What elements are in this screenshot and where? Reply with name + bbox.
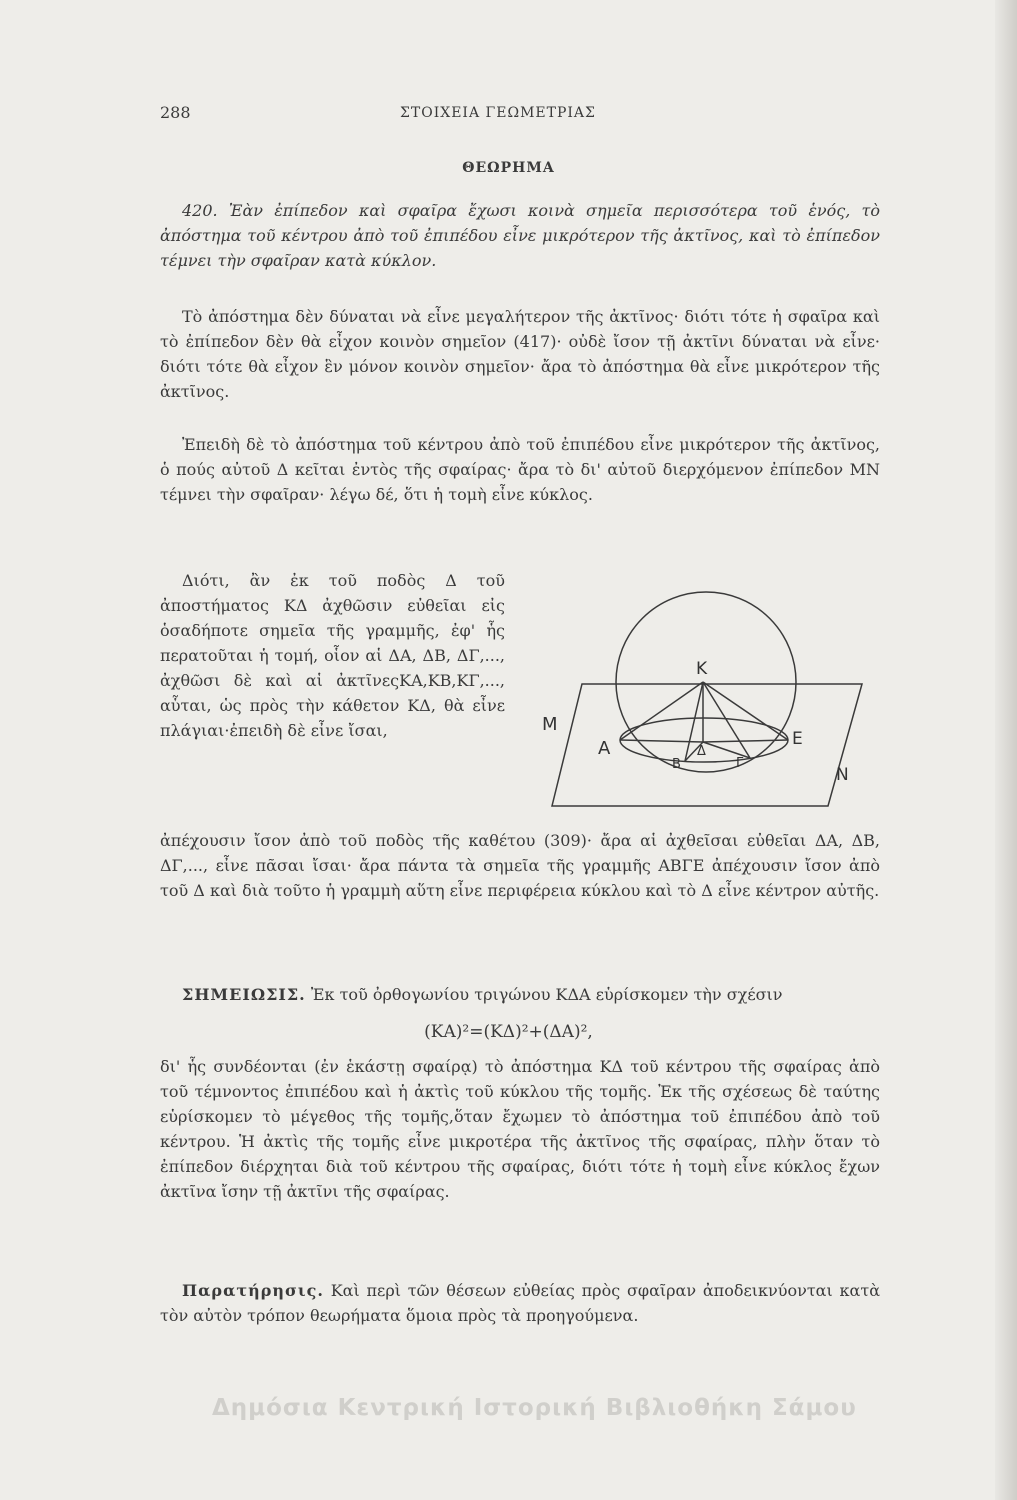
segment-de <box>703 740 788 742</box>
segment-da <box>620 740 703 742</box>
radius-ke <box>703 682 788 740</box>
label-a: Α <box>598 738 611 759</box>
proof-paragraph-1: Τὸ ἀπόστημα δὲν δύναται νὰ εἶνε μεγαλήτερον τῆς ἀκτῖνος· διότι τότε ἡ σφαῖρα καὶ τὸ ἐπίπεδον δὲν θὰ εἶχον κοινὸν σημεῖον (417)· οὐδὲ ἴσον τῇ ἀκτῖνι δύναται νὰ εἶνε· διότι τότε θὰ εἶχον ἓν μόνον κοινὸν σημεῖον· ἄρα τὸ ἀπόστημα θὰ εἶνε μικρότερον τῆς ἀκτῖνος. <box>160 307 880 401</box>
library-watermark: Δημόσια Κεντρική Ιστορική Βιβλιοθήκη Σάμου <box>212 1395 857 1421</box>
theorem-heading: ΘΕΩΡΗΜΑ <box>462 160 555 176</box>
label-g: Γ <box>736 756 744 771</box>
label-n: Ν <box>836 765 849 785</box>
page-number: 288 <box>160 103 191 122</box>
page-edge-shadow <box>995 0 1017 1500</box>
remark-body: δι' ἧς συνδέονται (ἐν ἑκάστῃ σφαίρᾳ) τὸ ἀπόστημα ΚΔ τοῦ κέντρου τῆς σφαίρας ἀπὸ τοῦ τέμνοντος ἐπιπέδου καὶ ἡ ἀκτὶς τοῦ κύκλου τῆς τομῆς. Ἐκ τῆς σχέσεως δὲ ταύτης εὑρίσκομεν τὸ μέγεθος τῆς τομῆς,ὅταν ἔχωμεν τὸ ἀπόστημα τοῦ ἐπιπέδου ἀπὸ τοῦ κέντρου. Ἡ ἀκτὶς τῆς τομῆς εἶνε μικροτέρα τῆς ἀκτῖνος τῆς σφαίρας, πλὴν ὅταν τὸ ἐπίπεδον διέρχηται διὰ τοῦ κέντρου τῆς σφαίρας, διότι τότε ἡ τομὴ εἶνε κύκλος ἔχων ἀκτῖνα ἴσην τῇ ἀκτῖνι τῆς σφαίρας. <box>160 1057 880 1201</box>
remark-label: ΣΗΜΕΙΩΣΙΣ. <box>182 985 306 1004</box>
label-m: Μ <box>542 714 558 735</box>
remark-intro: Ἐκ τοῦ ὀρθογωνίου τριγώνου ΚΔΑ εὑρίσκομεν τὴν σχέσιν <box>310 985 783 1004</box>
label-b: Β <box>672 757 681 772</box>
proof-paragraph-2: Ἐπειδὴ δὲ τὸ ἀπόστημα τοῦ κέντρου ἀπὸ τοῦ ἐπιπέδου εἶνε μικρότερον τῆς ἀκτῖνος, ὁ πούς αὐτοῦ Δ κεῖται ἐντὸς τῆς σφαίρας· ἄρα τὸ δι' αὐτοῦ διερχόμενον ἐπίπεδον ΜΝ τέμνει τὴν σφαῖραν· λέγω δέ, ὅτι ἡ τομὴ εἶνε κύκλος. <box>160 435 880 504</box>
running-title: ΣΤΟΙΧΕΙΑ ΓΕΩΜΕΤΡΙΑΣ <box>400 105 596 121</box>
page-header <box>160 103 880 127</box>
observation-paragraph <box>160 1278 880 1328</box>
proof-paragraph-3-wrapped: Διότι, ἂν ἐκ τοῦ ποδὸς Δ τοῦ ἀποστήματος ΚΔ ἀχθῶσιν εὐθεῖαι εἰς ὁσαδήποτε σημεῖα τῆς γραμμῆς, ἐφ' ἧς περατοῦται ἡ τομή, οἷον αἱ ΔΑ, ΔΒ, ΔΓ,..., ἀχθῶσι δὲ καὶ αἱ ἀκτῖνεςΚΑ,ΚΒ,ΚΓ,..., αὗται, ὡς πρὸς τὴν κάθετον ΚΔ, θὰ εἶνε πλάγιαι·ἐπειδὴ δὲ εἶνε ἴσαι, <box>160 571 505 740</box>
label-d: Δ <box>697 744 706 759</box>
observation-label: Παρατήρησις. <box>182 1281 324 1300</box>
sphere-outline <box>616 592 796 772</box>
label-e: Ε <box>792 729 803 749</box>
remark-intro-line <box>160 982 880 1007</box>
sphere-plane-figure <box>540 560 870 820</box>
proof-paragraph-3-continued: ἀπέχουσιν ἴσον ἀπὸ τοῦ ποδὸς τῆς καθέτου (309)· ἄρα αἱ ἀχθεῖσαι εὐθεῖαι ΔΑ, ΔΒ, ΔΓ,..., εἶνε πᾶσαι ἴσαι· ἄρα πάντα τὰ σημεῖα τῆς γραμμῆς ΑΒΓΕ ἀπέχουσιν ἴσον ἀπὸ τοῦ Δ καὶ διὰ τοῦτο ἡ γραμμὴ αὕτη εἶνε περιφέρεια κύκλου καὶ τὸ Δ εἶνε κέντρον αὐτῆς. <box>160 831 880 900</box>
formula: (ΚΑ)²=(ΚΔ)²+(ΔΑ)², <box>424 1022 593 1042</box>
observation-body: Καὶ περὶ τῶν θέσεων εὐθείας πρὸς σφαῖραν ἀποδεικνύονται κατὰ τὸν αὐτὸν τρόπον θεωρήματα ὅμοια πρὸς τὰ προηγούμενα. <box>160 1281 881 1325</box>
label-k: Κ <box>696 659 708 679</box>
radius-ka <box>620 682 703 740</box>
theorem-statement: 420. Ἐὰν ἐπίπεδον καὶ σφαῖρα ἔχωσι κοινὰ σημεῖα περισσότερα τοῦ ἑνός, τὸ ἀπόστημα τοῦ κέντρου ἀπὸ τοῦ ἐπιπέδου εἶνε μικρότερον τῆς ἀκτῖνος, καὶ τὸ ἐπίπεδον τέμνει τὴν σφαῖραν κατὰ κύκλον. <box>160 201 880 270</box>
